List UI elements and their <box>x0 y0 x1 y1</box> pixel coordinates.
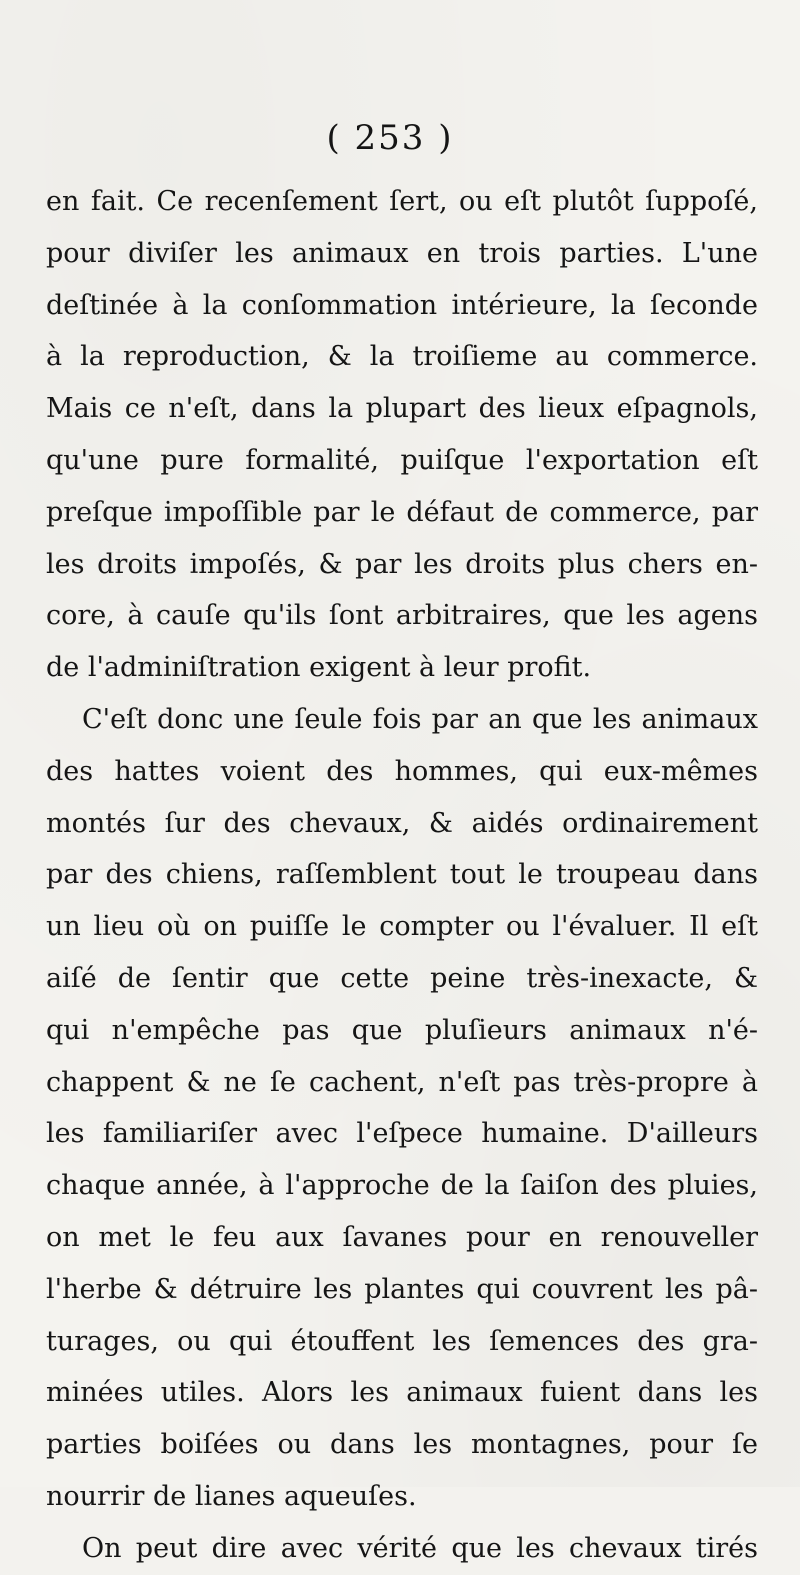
text-line: deſtinée à la conſommation intérieure, la ſeconde <box>46 289 758 321</box>
page-number: ( 253 ) <box>326 118 454 158</box>
text-line: montés ſur des chevaux, & aidés ordinairement <box>46 807 758 839</box>
text-line: Mais ce n'eſt, dans la plupart des lieux eſpagnols, <box>46 393 758 425</box>
text-line: core, à cauſe qu'ils ſont arbitraires, que les agens <box>46 600 758 632</box>
text-line: des hattes voient des hommes, qui eux-mêmes <box>46 755 758 787</box>
text-line: aiſé de ſentir que cette peine très-inexacte, & <box>46 962 758 994</box>
text-line: On peut dire avec vérité que les chevaux tirés <box>82 1532 758 1564</box>
text-line: les familiariſer avec l'eſpece humaine. D'ailleurs <box>46 1118 758 1150</box>
text-line: minées utiles. Alors les animaux fuient dans les <box>46 1377 758 1409</box>
text-line: par des chiens, raſſemblent tout le troupeau dans <box>46 859 758 891</box>
text-line: les droits impoſés, & par les droits plus chers en- <box>46 548 758 580</box>
text-line: preſque impoſſible par le défaut de commerce, par <box>46 496 758 528</box>
text-line: en fait. Ce recenſement ſert, ou eſt plutôt ſuppoſé, <box>46 186 758 217</box>
text-line: chaque année, à l'approche de la ſaiſon des pluies, <box>46 1170 758 1202</box>
text-line: chappent & ne ſe cachent, n'eſt pas très-propre à <box>46 1066 758 1098</box>
text-line: on met le feu aux ſavanes pour en renouveller <box>46 1221 758 1253</box>
text-line: un lieu où on puiſſe le compter ou l'évaluer. Il eſt <box>46 911 758 943</box>
text-line: l'herbe & détruire les plantes qui couvrent les pâ- <box>46 1273 758 1305</box>
text-line: qui n'empêche pas que pluſieurs animaux n'é- <box>46 1014 758 1046</box>
text-line: parties boiſées ou dans les montagnes, pour ſe <box>46 1429 758 1461</box>
text-line: à la reproduction, & la troiſieme au commerce. <box>46 341 758 373</box>
text-line: nourrir de lianes aqueuſes. <box>46 1480 417 1512</box>
text-line: pour diviſer les animaux en trois parties. L'une <box>46 237 758 269</box>
body-text <box>46 176 758 1575</box>
text-line: de l'adminiſtration exigent à leur profit. <box>46 652 592 684</box>
text-line: turages, ou qui étouffent les ſemences des gra- <box>46 1325 758 1357</box>
text-line: qu'une pure formalité, puiſque l'exportation eſt <box>46 444 758 476</box>
text-line: C'eſt donc une ſeule fois par an que les animaux <box>82 703 758 735</box>
